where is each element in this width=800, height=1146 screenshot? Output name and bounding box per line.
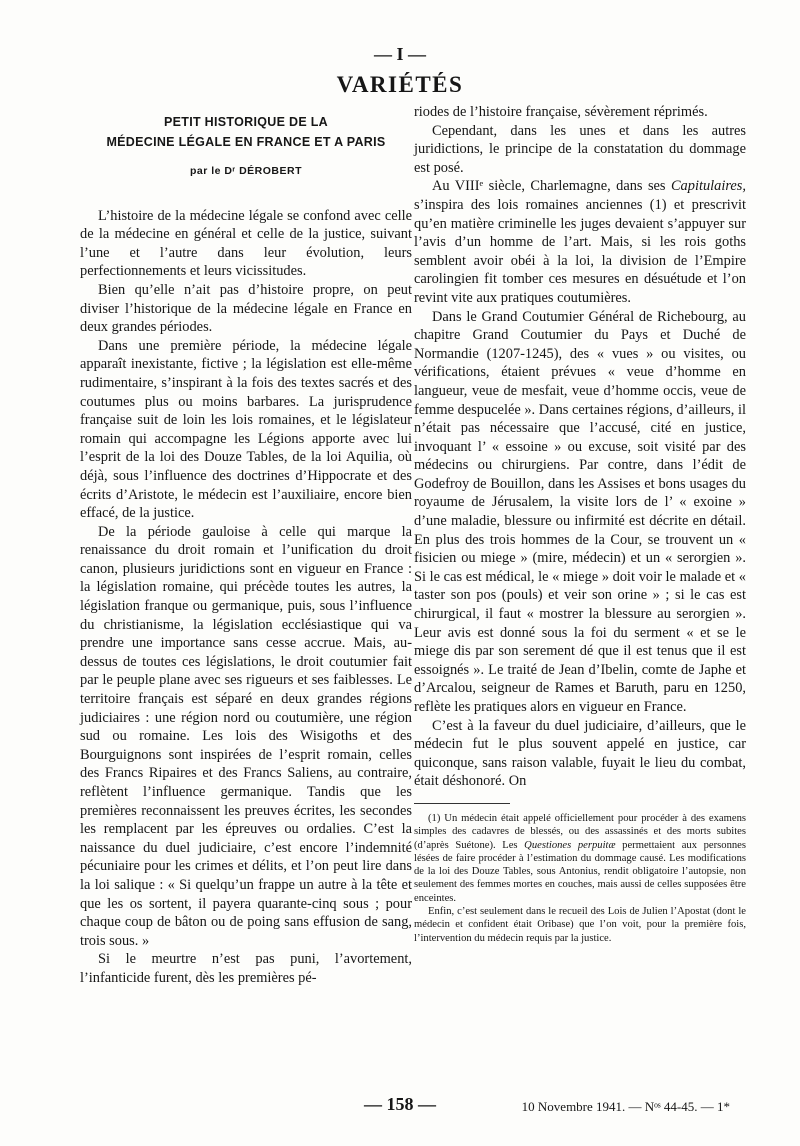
paragraph-end: s’inspira des lois romaines anciennes (1) et prescrivit qu’en matière criminelle les juges devaient s’appuyer sur l’avis d’un homme de l’art. Mais, si les rois goths semblent avoir obéi à la loi, la division de l’Empire carolingien fit tomber ces mesures en désuétude et l’on revint vite aux pratiques coutumières. bbox=[414, 196, 746, 306]
article-author: par le Dʳ DÉROBERT bbox=[190, 165, 302, 177]
paragraph: L’histoire de la médecine légale se confond avec celle de la médecine en général et celle de la justice, suivant l’une et l’autre dans leur évolution, leurs perfectionnements et leurs vicissitudes. bbox=[80, 207, 412, 280]
left-column bbox=[80, 112, 412, 988]
footnote-divider bbox=[414, 803, 510, 804]
right-column bbox=[414, 103, 746, 945]
capitulaires-italic: Capitulaires, bbox=[670, 178, 746, 195]
paragraph-start: Au VIIIᵉ siècle, Charlemagne, dans ses bbox=[432, 178, 666, 195]
paragraph: Dans le Grand Coutumier Général de Richebourg, au chapitre Grand Coutumier du Pays et Duché de Normandie (1207-1245), des « vues » ou visites, ou vérifications, étaient prévues « veue d’homme en langueur, veue de mesfait, veue d’homme occis, veue de femme despucelée ». Dans certaines régions, d’ailleurs, il n’était pas nécessaire que l’accusé, cité en justice, invoquant l’ « essoine » ou excuse, soit visité par des médecins ou chirurgiens. Par contre, dans l’édit de Godefroy de Bouillon, dans les Assises et bons usages du royaume de Jérusalem, la visite lors de l’ « exoine » d’une maladie, blessure ou infirmité est décrite en détail. En plus des trois hommes de la Cour, se trouvent un « fisicien ou miege » (mire, médecin) et un « serorgien ». Si le cas est médical, le « miege » doit voir le malade et « taster son pos (pouls) et veir son orine » ; si le cas est chirurgical, il faut « mostrer la blessure au serorgien ». Leur avis est donné sous la foi du serment « et se le miege dis par son serement dé que il est tenus que il est essoignés ». Le traité de Jean d’Ibelin, comte de Japhe et d’Arcalou, seigneur de Rames et Baruth, paru en 1250, reflète les pratiques alors en vigueur en France. bbox=[414, 308, 746, 715]
article-title-line-1: PETIT HISTORIQUE DE LA bbox=[163, 115, 329, 129]
article-title-line-2: MÉDECINE LÉGALE EN FRANCE ET A PARIS bbox=[106, 135, 386, 149]
paragraph bbox=[414, 177, 746, 307]
section-title: VARIÉTÉS bbox=[336, 72, 464, 97]
article-title bbox=[80, 112, 412, 152]
footnote-paragraph: Enfin, c’est seulement dans le recueil des Lois de Julien l’Apostat (dont le médecin et confident était Oribase) que l’on voit, pour la première fois, l’intervention du médecin requis par la justice. bbox=[414, 906, 746, 944]
running-header: — I — bbox=[373, 44, 426, 64]
footnote-text-a: (1) Un médecin était appelé officiellement pour procéder à des examens simples des cadavres de blessés, ou des assassinés et des morts subites (d’après Suétone). Les bbox=[414, 812, 746, 851]
paragraph: Si le meurtre n’est pas puni, l’avortement, l’infanticide furent, dès les premières pé- bbox=[80, 951, 412, 986]
paragraph: De la période gauloise à celle qui marque la renaissance du droit romain et l’unification du droit canon, plusieurs juridictions sont en vigueur en France : la législation romaine, qui précède toutes les autres, la législation franque ou germanique, puis, sous l’influence du christianisme, la législation ecclésiastique qui va prendre une importance sans cesse accrue. Mais, au-dessus de toutes ces législations, le droit coutumier fait par le peuple plane avec ses rigueurs et ses faiblesses. Le territoire français est séparé en deux grandes régions judiciaires : une région nord ou coutumière, une région sud ou romaine. Les lois des Wisigoths et des Bourguignons sont inspirées de l’esprit romain, celles des Francs Ripaires et des Francs Saliens, au contraire, reflètent l’influence germanique. Tandis que les premières reconnaissent les preuves écrites, les secondes les remplacent par les épreuves ou ordalies. C’est la naissance du duel judiciaire, c’est encore l’indemnité pécuniaire pour les crimes et délits, et l’on peut lire dans la loi salique : « Si quelqu’un frappe un autre à la tête et que les os sortent, il payera quarante-cinq sous ; pour chaque coup de bâton ou de poing sans effusion de sang, trois sous. » bbox=[80, 523, 412, 949]
footnote bbox=[414, 812, 746, 945]
paragraph: Dans une première période, la médecine légale apparaît inexistante, fictive ; la législation est elle-même rudimentaire, s’inspirant à la fois des textes sacrés et des coutumes plus ou moins barbares. La jurisprudence française suit de loin les lois romaines, et le législateur romain qui accompagne les Légions apporte avec lui l’esprit de la loi des Douze Tables, de la loi Aquilia, où déjà, sous l’influence des doctrines d’Hippocrate et des écrits d’Aristote, le médecin est l’auxiliaire, encore bien effacé, de la justice. bbox=[80, 337, 412, 522]
issue-dateline: 10 Novembre 1941. — Nᵒˢ 44-45. — 1* bbox=[521, 1099, 730, 1114]
paragraph: Cependant, dans les unes et dans les autres juridictions, le principe de la constatation du dommage est posé. bbox=[414, 122, 746, 176]
footnote-paragraph bbox=[414, 812, 746, 905]
paragraph: Bien qu’elle n’ait pas d’histoire propre, on peut diviser l’historique de la médecine légale en France en deux grandes périodes. bbox=[80, 281, 412, 336]
paragraph: C’est à la faveur du duel judiciaire, d’ailleurs, que le médecin fut le plus souvent appelé en justice, car quiconque, sans raison valable, fuyait le lieu du combat, était déshonoré. On bbox=[414, 717, 746, 790]
footnote-text-b: permettaient aux personnes lésées de faire procéder à l’estimation du dommage causé. Les modifications de la loi des Douze Tables, sous Antonius, rendit obligatoire l’autopsie, non seulement des femmes mortes en couches, mais aussi de celles supposées être enceintes. bbox=[414, 839, 747, 904]
page-number: — 158 — bbox=[364, 1094, 436, 1114]
paragraph: riodes de l’histoire française, sévèrement réprimés. bbox=[414, 104, 708, 120]
footnote-italic: Questiones perpuitæ bbox=[524, 839, 616, 851]
